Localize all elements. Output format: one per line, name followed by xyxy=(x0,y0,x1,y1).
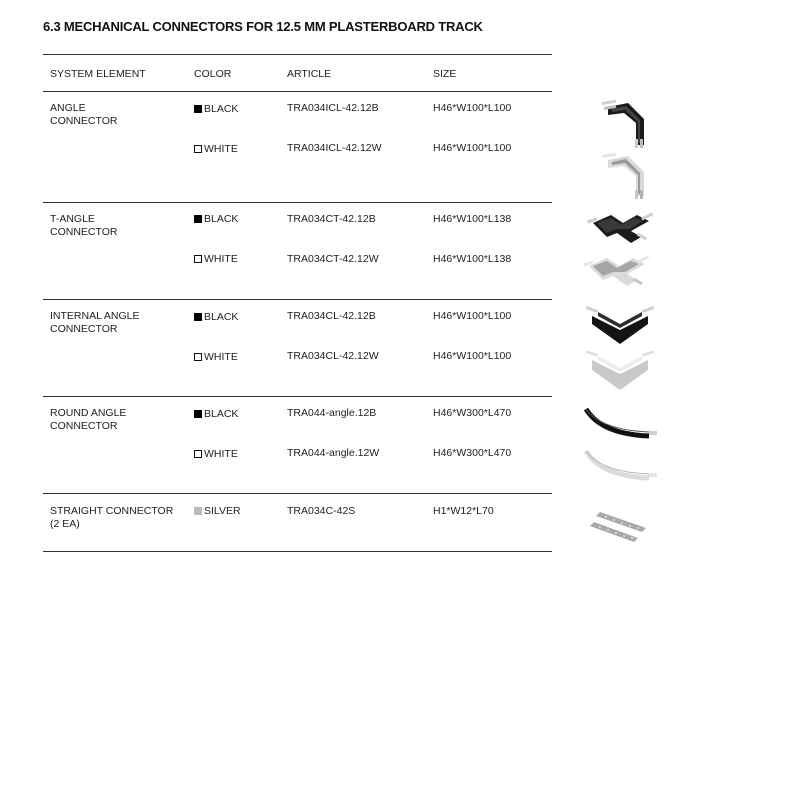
color-label: WHITE xyxy=(204,448,238,460)
color-cell xyxy=(194,103,238,116)
section-title: 6.3 MECHANICAL CONNECTORS FOR 12.5 MM PLASTERBOARD TRACK xyxy=(43,19,483,34)
size-cell: H46*W100*L100 xyxy=(433,310,512,322)
angle-connector-white-image xyxy=(598,150,648,200)
element-name-line: CONNECTOR xyxy=(50,420,118,432)
round-angle-connector-white-image xyxy=(583,446,663,484)
black-swatch-icon xyxy=(194,313,202,321)
element-name-line: STRAIGHT CONNECTOR xyxy=(50,505,174,517)
element-name-line: (2 EA) xyxy=(50,518,80,530)
header-article: ARTICLE xyxy=(287,68,332,80)
straight-connector-silver-image xyxy=(588,508,658,543)
color-label: BLACK xyxy=(204,311,239,323)
color-cell xyxy=(194,311,238,324)
header-color: COLOR xyxy=(194,68,232,80)
color-cell xyxy=(194,143,238,156)
white-swatch-icon xyxy=(194,450,202,458)
table-rule-row xyxy=(43,396,552,397)
element-name-line: CONNECTOR xyxy=(50,226,118,238)
article-cell: TRA034CT-42.12W xyxy=(287,253,379,265)
element-name xyxy=(50,310,139,336)
color-cell xyxy=(194,448,238,461)
color-label: BLACK xyxy=(204,213,239,225)
color-label: WHITE xyxy=(204,253,238,265)
size-cell: H46*W100*L138 xyxy=(433,213,512,225)
color-cell xyxy=(194,351,238,364)
table-rule-header xyxy=(43,91,552,92)
table-rule-top xyxy=(43,54,552,55)
internal-angle-connector-white-image xyxy=(584,346,656,392)
color-label: WHITE xyxy=(204,351,238,363)
header-size: SIZE xyxy=(433,68,457,80)
element-name-line: ANGLE xyxy=(50,102,86,114)
article-cell: TRA034CT-42.12B xyxy=(287,213,376,225)
t-angle-connector-white-image xyxy=(583,250,655,292)
t-angle-connector-black-image xyxy=(587,207,657,247)
white-swatch-icon xyxy=(194,145,202,153)
black-swatch-icon xyxy=(194,105,202,113)
table-rule-row xyxy=(43,202,552,203)
article-cell: TRA044-angle.12B xyxy=(287,407,377,419)
size-cell: H46*W300*L470 xyxy=(433,407,512,419)
color-label: BLACK xyxy=(204,103,239,115)
article-cell: TRA034CL-42.12B xyxy=(287,310,376,322)
color-label: BLACK xyxy=(204,408,239,420)
color-cell xyxy=(194,213,238,226)
element-name-line: T-ANGLE xyxy=(50,213,95,225)
element-name-line: CONNECTOR xyxy=(50,323,118,335)
angle-connector-black-image xyxy=(598,95,648,150)
element-name-line: CONNECTOR xyxy=(50,115,118,127)
color-label: WHITE xyxy=(204,143,238,155)
header-system-element: SYSTEM ELEMENT xyxy=(50,68,146,80)
black-swatch-icon xyxy=(194,215,202,223)
round-angle-connector-black-image xyxy=(583,404,663,444)
element-name xyxy=(50,407,126,433)
element-name-line: INTERNAL ANGLE xyxy=(50,310,140,322)
element-name-line: ROUND ANGLE xyxy=(50,407,127,419)
color-label: SILVER xyxy=(204,505,241,517)
size-cell: H46*W100*L100 xyxy=(433,350,512,362)
size-cell: H46*W100*L138 xyxy=(433,253,512,265)
article-cell: TRA034CL-42.12W xyxy=(287,350,379,362)
table-rule-bottom xyxy=(43,551,552,552)
table-rule-row xyxy=(43,493,552,494)
silver-swatch-icon xyxy=(194,507,202,515)
black-swatch-icon xyxy=(194,410,202,418)
size-cell: H46*W100*L100 xyxy=(433,142,512,154)
element-name xyxy=(50,102,117,128)
white-swatch-icon xyxy=(194,353,202,361)
size-cell: H46*W300*L470 xyxy=(433,447,512,459)
table-rule-row xyxy=(43,299,552,300)
white-swatch-icon xyxy=(194,255,202,263)
element-name xyxy=(50,505,173,531)
color-cell xyxy=(194,408,238,421)
article-cell: TRA034ICL-42.12W xyxy=(287,142,382,154)
color-cell xyxy=(194,505,241,518)
internal-angle-connector-black-image xyxy=(584,302,656,347)
color-cell xyxy=(194,253,238,266)
element-name xyxy=(50,213,117,239)
size-cell: H1*W12*L70 xyxy=(433,505,494,517)
article-cell: TRA034C-42S xyxy=(287,505,356,517)
article-cell: TRA044-angle.12W xyxy=(287,447,380,459)
article-cell: TRA034ICL-42.12B xyxy=(287,102,379,114)
size-cell: H46*W100*L100 xyxy=(433,102,512,114)
